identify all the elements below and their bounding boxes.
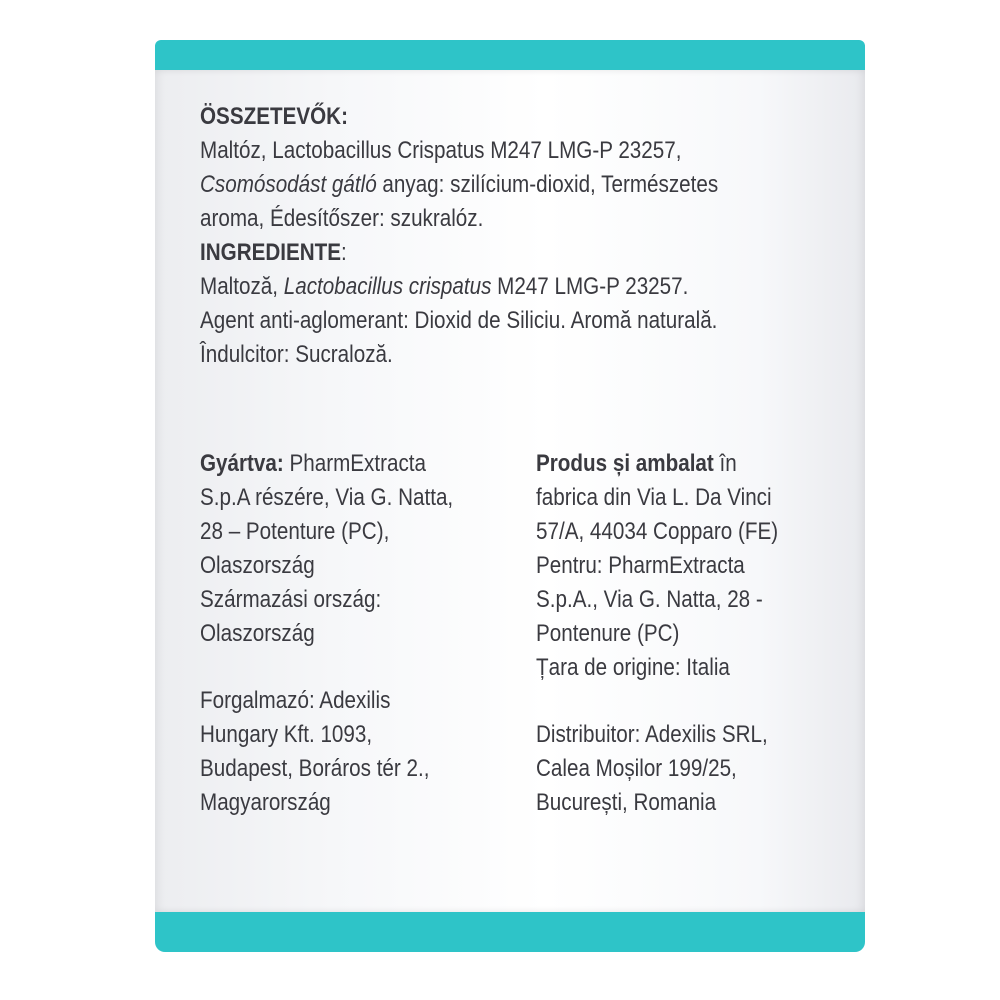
bottom-teal-band (155, 912, 865, 952)
manufacturer-ro-line-4: Pentru: PharmExtracta (536, 552, 745, 579)
distributor-hu-line-1: Forgalmazó: Adexilis (200, 687, 391, 714)
top-teal-band (155, 40, 865, 70)
ingredients-hu-heading: ÖSSZETEVŐK: (200, 103, 348, 130)
ingredients-hu-italic-term: Csomósodást gátló (200, 171, 377, 198)
distributor-ro-line-2: Calea Moșilor 199/25, (536, 755, 737, 782)
ingredients-ro-heading-line (200, 236, 718, 270)
manufacturer-hu-line-1-rest: PharmExtracta (283, 450, 426, 477)
distributor-ro-line-1: Distribuitor: Adexilis SRL, (536, 721, 768, 748)
manufacturer-ro-line-3: 57/A, 44034 Copparo (FE) (536, 518, 779, 545)
distributor-hu-line-3: Budapest, Boráros tér 2., (200, 755, 430, 782)
ingredients-ro-line-1-start: Maltoză, (200, 273, 284, 300)
hungarian-column (200, 447, 453, 820)
ingredients-ro-heading-colon: : (341, 239, 347, 266)
ingredients-ro-line-3: Îndulcitor: Sucraloză. (200, 341, 393, 368)
manufacturer-ro-line-7: Țara de origine: Italia (536, 654, 730, 681)
manufacturer-hu-line-5: Származási ország: (200, 586, 382, 613)
ingredients-ro-heading: INGREDIENTE (200, 239, 342, 266)
distributor-ro-line-3: București, Romania (536, 789, 717, 816)
manufacturer-ro-line-1 (536, 447, 778, 481)
ingredients-ro-line-1 (200, 270, 718, 304)
romanian-column (536, 447, 778, 820)
manufacturer-hu-line-4: Olaszország (200, 552, 315, 579)
distributor-hu-line-4: Magyarország (200, 789, 331, 816)
manufacturer-ro-line-5: S.p.A., Via G. Natta, 28 - (536, 586, 763, 613)
ingredients-hu-line-2 (200, 168, 718, 202)
ingredients-ro-italic-term: Lactobacillus crispatus (283, 273, 492, 300)
ingredients-hu-line-3: aroma, Édesítőszer: szukralóz. (200, 205, 484, 232)
spacer (200, 651, 453, 684)
ingredients-ro-line-1-end: M247 LMG-P 23257. (491, 273, 689, 300)
manufacturer-ro-line-2: fabrica din Via L. Da Vinci (536, 484, 772, 511)
manufacturer-hu-line-3: 28 – Potenture (PC), (200, 518, 390, 545)
ingredients-hu-line-2-rest: anyag: szilícium-dioxid, Természetes (376, 171, 719, 198)
manufacturer-ro-line-1-rest: în (713, 450, 737, 477)
manufacturer-ro-line-6: Pontenure (PC) (536, 620, 680, 647)
manufacturer-ro-label: Produs și ambalat (536, 450, 714, 477)
manufacturer-hu-line-1 (200, 447, 453, 481)
distributor-hu-line-2: Hungary Kft. 1093, (200, 721, 373, 748)
manufacturer-hu-line-2: S.p.A részére, Via G. Natta, (200, 484, 454, 511)
ingredients-hu-line-1: Maltóz, Lactobacillus Crispatus M247 LMG-P 23257, (200, 137, 682, 164)
spacer (536, 685, 778, 718)
manufacturer-hu-line-6: Olaszország (200, 620, 315, 647)
ingredients-ro-line-2: Agent anti-aglomerant: Dioxid de Siliciu. Aromă naturală. (200, 307, 718, 334)
ingredients-section (200, 100, 718, 372)
manufacturer-hu-label: Gyártva: (200, 450, 284, 477)
